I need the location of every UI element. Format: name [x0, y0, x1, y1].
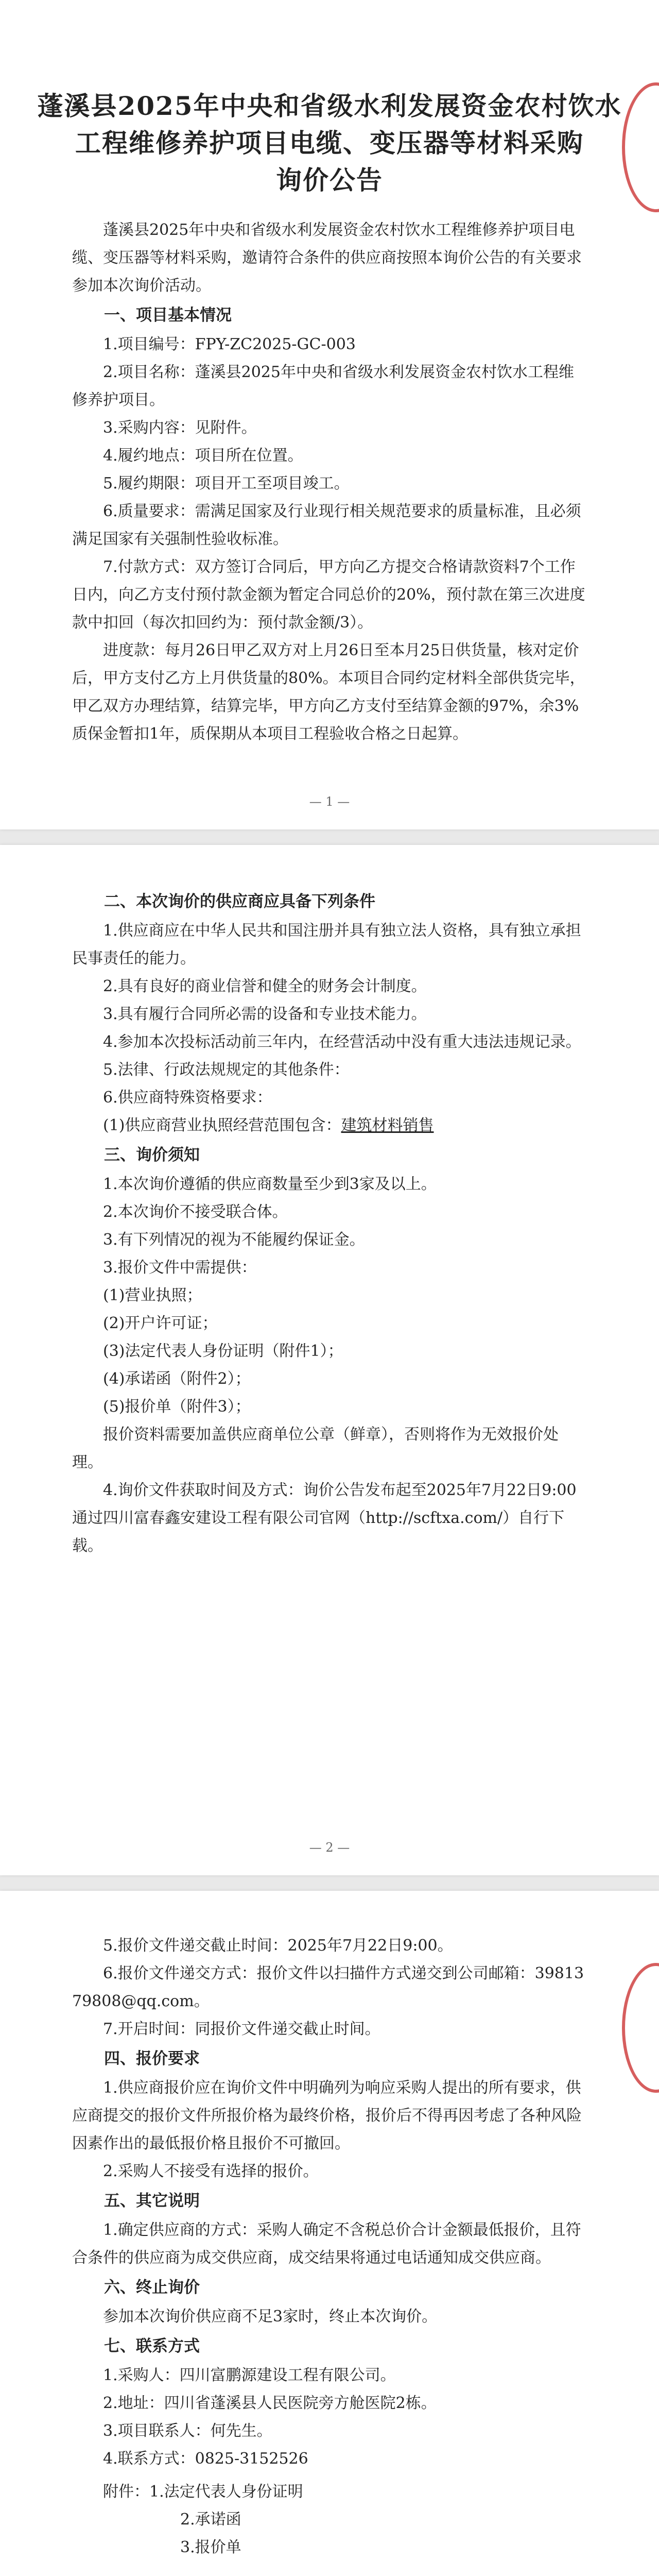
section-2-heading: 二、本次询价的供应商应具备下列条件 — [104, 892, 375, 911]
attachment-2: 2.承诺函 — [180, 2511, 241, 2529]
s1-item: 2.项目名称：蓬溪县2025年中央和省级水利发展资金农村饮水工程维修养护项目。 — [72, 363, 574, 409]
s3-item: (4)承诺函（附件2）； — [103, 1370, 251, 1388]
s2-item: 5.法律、行政法规规定的其他条件： — [103, 1061, 350, 1079]
page-3 — [0, 1891, 659, 2576]
s2-item-business-scope — [72, 1112, 587, 1140]
page-2-body — [72, 886, 587, 1560]
section-5-heading: 五、其它说明 — [104, 2192, 200, 2210]
attachment-3: 3.报价单 — [180, 2538, 241, 2556]
page-1-body — [72, 216, 587, 748]
title-line-1: 蓬溪县2025年中央和省级水利发展资金农村饮水 — [37, 91, 622, 121]
s3-item: (5)报价单（附件3）； — [103, 1398, 251, 1416]
s2-item: 2.具有良好的商业信誉和健全的财务会计制度。 — [103, 977, 427, 995]
s2-scope-label: (1)供应商营业执照经营范围包含： — [103, 1116, 341, 1134]
s3-item: (2)开户许可证； — [103, 1314, 218, 1332]
edge-seal-icon — [622, 1963, 659, 2093]
page-number: — 2 — — [309, 1840, 350, 1855]
attachment-1: 附件：1.法定代表人身份证明 — [103, 2483, 303, 2501]
section-1-heading: 一、项目基本情况 — [104, 306, 232, 325]
section-6-heading: 六、终止询价 — [104, 2278, 200, 2297]
s5-item: 1.确定供应商的方式：采购人确定不含税总价合计金额最低报价，且符合条件的供应商为成交供应商，成交结果将通过电话通知成交供应商。 — [72, 2221, 581, 2267]
s3-item: 3.报价文件中需提供： — [103, 1259, 257, 1277]
s2-item: 3.具有履行合同所必需的设备和专业技术能力。 — [103, 1005, 427, 1023]
s3-item: 1.本次询价遵循的供应商数量至少到3家及以上。 — [103, 1175, 437, 1193]
page-1 — [0, 0, 659, 829]
s3-item: 5.报价文件递交截止时间：2025年7月22日9:00。 — [103, 1937, 453, 1955]
s1-item: 7.付款方式：双方签订合同后，甲方向乙方提交合格请款资料7个工作日内，向乙方支付预付款金额为暂定合同总价的20%，预付款在第三次进度款中扣回（每次扣回约为：预付款金额/3）。 — [72, 558, 585, 632]
s7-item: 2.地址：四川省蓬溪县人民医院旁方舱医院2栋。 — [103, 2394, 437, 2412]
s3-item: (1)营业执照； — [103, 1286, 202, 1304]
s3-item: 报价资料需要加盖供应商单位公章（鲜章），否则将作为无效报价处理。 — [72, 1426, 559, 1471]
section-7-heading: 七、联系方式 — [104, 2337, 200, 2355]
page-number: — 1 — — [309, 794, 350, 809]
s1-item: 进度款：每月26日甲乙双方对上月26日至本月25日供货量，核对定价后，甲方支付乙方上月供货量的80%。本项目合同约定材料全部供货完毕，甲乙双方办理结算，结算完毕，甲方向乙方支付至结算金额的97%，余3%质保金暂扣1年，质保期从本项目工程验收合格之日起算。 — [72, 641, 585, 743]
page-2 — [0, 845, 659, 1875]
s1-item: 4.履约地点：项目所在位置。 — [103, 447, 303, 465]
s1-item: 1.项目编号：FPY-ZC2025-GC-003 — [103, 335, 356, 353]
s3-item: 6.报价文件递交方式：报价文件以扫描件方式递交到公司邮箱：3981379808@qq.com。 — [72, 1964, 584, 2010]
section-3-heading: 三、询价须知 — [104, 1146, 200, 1164]
s3-item: 2.本次询价不接受联合体。 — [103, 1203, 288, 1221]
page-3-body — [72, 1932, 587, 2562]
s4-item: 1.供应商报价应在询价文件中明确列为响应采购人提出的所有要求，供应商提交的报价文件所报价格为最终价格，报价后不得再因考虑了各种风险因素作出的最低报价格且报价不可撤回。 — [72, 2079, 582, 2153]
s7-item: 3.项目联系人：何先生。 — [103, 2422, 272, 2440]
s6-item: 参加本次询价供应商不足3家时，终止本次询价。 — [103, 2308, 438, 2326]
s2-item: 4.参加本次投标活动前三年内，在经营活动中没有重大违法违规记录。 — [103, 1033, 581, 1051]
s3-item: (3)法定代表人身份证明（附件1）； — [103, 1342, 343, 1360]
s3-item: 3.有下列情况的视为不能履约保证金。 — [103, 1231, 365, 1249]
s1-item: 6.质量要求：需满足国家及行业现行相关规范要求的质量标准，且必须满足国家有关强制性验收标准。 — [72, 502, 581, 548]
s1-item: 5.履约期限：项目开工至项目竣工。 — [103, 474, 350, 493]
business-scope-value: 建筑材料销售 — [341, 1116, 434, 1134]
s3-item: 7.开启时间：同报价文件递交截止时间。 — [103, 2020, 380, 2038]
s3-item: 4.询价文件获取时间及方式：询价公告发布起至2025年7月22日9:00通过四川富春鑫安建设工程有限公司官网（http://scftxa.com/）自行下载。 — [72, 1481, 577, 1555]
s7-item: 1.采购人：四川富鹏源建设工程有限公司。 — [103, 2366, 396, 2384]
document-title — [0, 0, 659, 199]
intro-paragraph: 蓬溪县2025年中央和省级水利发展资金农村饮水工程维修养护项目电缆、变压器等材料采购，邀请符合条件的供应商按照本询价公告的有关要求参加本次询价活动。 — [72, 221, 582, 295]
s2-item: 6.供应商特殊资格要求： — [103, 1089, 272, 1107]
s4-item: 2.采购人不接受有选择的报价。 — [103, 2162, 319, 2180]
s7-item: 4.联系方式：0825-3152526 — [103, 2450, 308, 2468]
title-line-3: 询价公告 — [276, 165, 383, 195]
title-line-2: 工程维修养护项目电缆、变压器等材料采购 — [75, 128, 584, 158]
s1-item: 3.采购内容：见附件。 — [103, 419, 257, 437]
s2-item: 1.供应商应在中华人民共和国注册并具有独立法人资格，具有独立承担民事责任的能力。 — [72, 922, 581, 968]
section-4-heading: 四、报价要求 — [104, 2049, 200, 2068]
